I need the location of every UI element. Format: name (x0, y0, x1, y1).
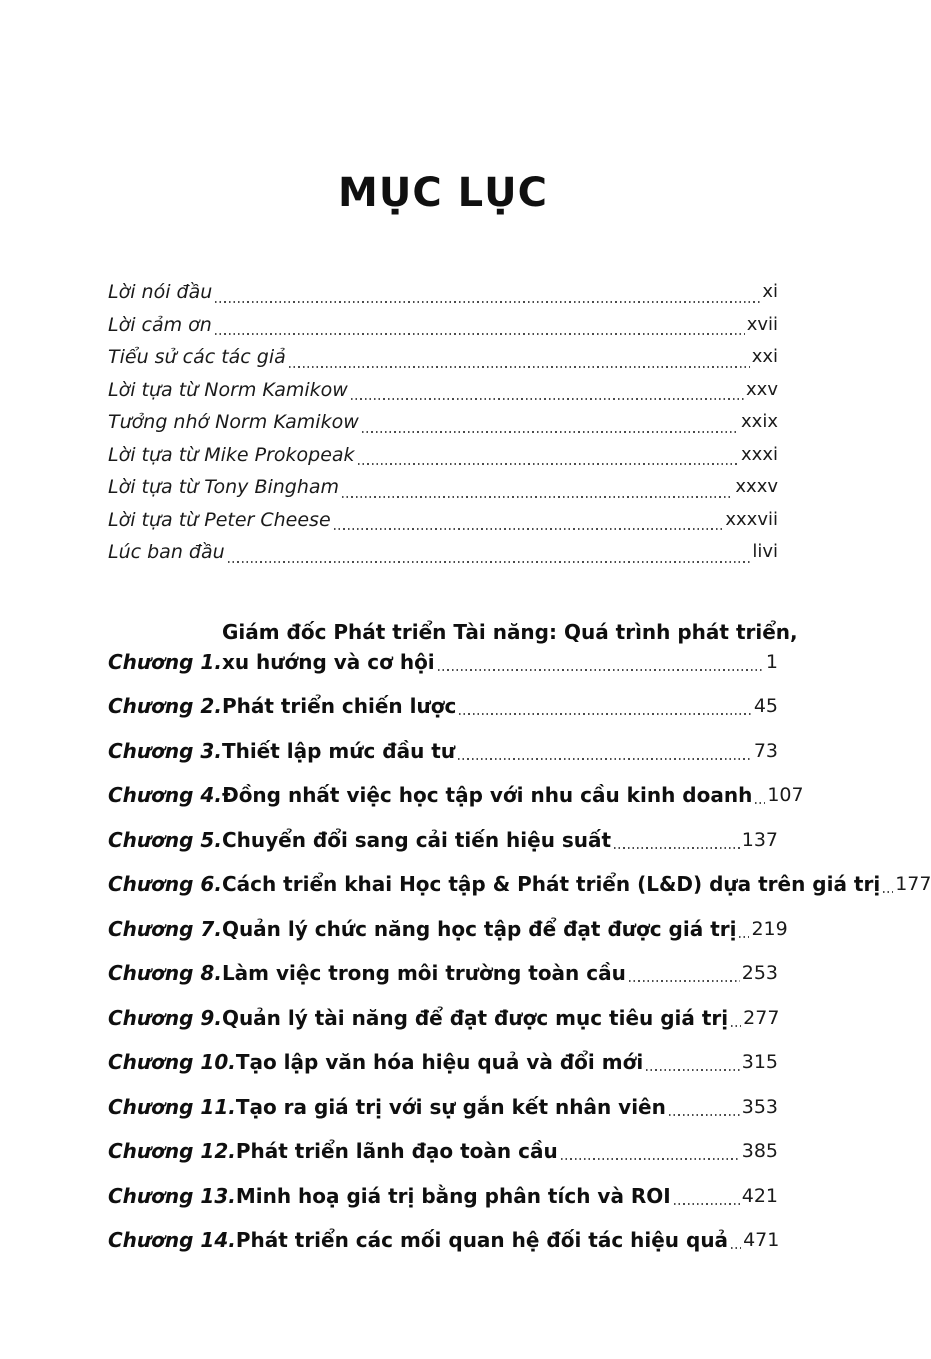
dot-leader (629, 980, 740, 982)
entry-label: Lời tựa từ Tony Bingham (108, 476, 340, 498)
dot-leader (459, 713, 752, 715)
toc-entry-chapter (108, 958, 778, 988)
toc-entry (108, 439, 778, 472)
dot-leader (215, 301, 760, 303)
chapter-number: Chương 9. (108, 1005, 222, 1030)
toc-entry-chapter (108, 691, 778, 721)
dot-leader (289, 366, 750, 368)
chapter-title: Cách triển khai Học tập & Phát triển (L&D) dựa trên giá trị (221, 872, 881, 896)
chapter-title: Phát triển lãnh đạo toàn cầu (235, 1139, 558, 1163)
toc-entry-chapter (108, 1092, 778, 1122)
toc-entry-chapter (108, 1181, 778, 1211)
chapter-title-line2: xu hướng và cơ hội (221, 649, 435, 674)
page-number: xxxi (741, 443, 778, 465)
chapter-number: Chương 8. (108, 961, 222, 985)
toc-entry (108, 536, 778, 569)
chapter-title: Thiết lập mức đầu tư (221, 738, 456, 763)
dot-leader (755, 802, 765, 804)
toc-entry (108, 504, 778, 537)
entry-label: Lời cảm ơn (108, 313, 212, 336)
toc-entry-chapter (108, 617, 798, 677)
toc-entry-chapter (108, 780, 804, 810)
page-number: 1 (765, 650, 778, 673)
dot-leader (358, 463, 739, 465)
chapter-title-line1: Giám đốc Phát triển Tài năng: Quá trình phát triển, (221, 619, 798, 644)
chapter-number: Chương 4. (108, 783, 222, 807)
chapters-section (108, 617, 931, 1256)
chapter-number: Chương 6. (108, 872, 222, 896)
toc-entry-chapter (108, 1047, 778, 1077)
page-number: livi (752, 541, 778, 562)
page-number: 107 (767, 784, 804, 806)
chapter-number: Chương 10. (108, 1050, 236, 1074)
chapter-title: Phát triển chiến lược (221, 694, 457, 718)
chapter-number: Chương 1. (108, 649, 222, 674)
page-number: xxv (746, 378, 778, 400)
entry-label: Tiểu sử các tác giả (108, 346, 286, 368)
chapter-title: Đồng nhất việc học tập với nhu cầu kinh doanh (221, 783, 753, 807)
toc-entry-chapter (108, 825, 778, 855)
dot-leader (731, 1025, 741, 1027)
dot-leader (739, 936, 749, 938)
chapter-number: Chương 11. (108, 1094, 236, 1119)
dot-leader (228, 561, 751, 563)
dot-leader (731, 1247, 741, 1249)
page-number: xxxvii (725, 508, 778, 530)
toc-entry-chapter (108, 736, 778, 766)
chapter-title: Tạo lập văn hóa hiệu quả và đổi mới (235, 1050, 644, 1074)
chapter-number: Chương 12. (108, 1139, 236, 1163)
chapter-title: Quản lý tài năng để đạt được mục tiêu giá trị (221, 1005, 729, 1030)
dot-leader (883, 891, 893, 893)
dot-leader (614, 847, 740, 849)
dot-leader (561, 1158, 740, 1160)
chapter-number: Chương 5. (108, 827, 222, 852)
page-number: 471 (743, 1229, 780, 1251)
dot-leader (669, 1114, 740, 1116)
dot-leader (342, 496, 733, 498)
chapter-title-line2-row (222, 647, 778, 677)
entry-label: Lời tựa từ Norm Kamikow (108, 378, 348, 401)
page-number: 137 (741, 828, 778, 851)
page-number: 253 (741, 962, 778, 984)
page-number: xxxv (735, 476, 778, 497)
toc-entry-chapter (108, 1003, 778, 1033)
chapter-title: Chuyển đổi sang cải tiến hiệu suất (221, 827, 612, 852)
dot-leader (351, 398, 744, 400)
chapter-title: Làm việc trong môi trường toàn cầu (221, 961, 626, 985)
page-title: MỤC LỤC (338, 170, 548, 216)
entry-label: Lời nói đầu (108, 281, 213, 303)
page-number: xi (762, 281, 778, 302)
toc-entry (108, 341, 778, 374)
chapter-number: Chương 13. (108, 1183, 236, 1208)
dot-leader (334, 528, 724, 530)
dot-leader (438, 669, 764, 671)
page-number: 277 (743, 1006, 780, 1029)
toc-entry (108, 309, 778, 342)
page-number: 315 (741, 1051, 778, 1073)
toc-entry-chapter (108, 1136, 778, 1166)
page-number: xxi (751, 346, 778, 367)
toc-entry (108, 406, 778, 439)
toc-entry (108, 276, 778, 309)
page-number: 73 (753, 739, 778, 762)
entry-label: Lúc ban đầu (108, 541, 225, 563)
chapter-title: Quản lý chức năng học tập để đạt được giá trị (221, 916, 737, 941)
page-number: 385 (741, 1140, 778, 1162)
chapter-title: Minh hoạ giá trị bằng phân tích và ROI (235, 1183, 671, 1208)
chapter-number: Chương 2. (108, 694, 222, 718)
page-number: 45 (753, 695, 778, 717)
front-matter-section (108, 276, 778, 569)
page-number: 219 (751, 917, 788, 940)
entry-label: Tưởng nhớ Norm Kamikow (108, 411, 359, 433)
entry-label: Lời tựa từ Mike Prokopeak (108, 443, 355, 466)
toc-entry-chapter (108, 1225, 778, 1255)
toc-entry (108, 471, 778, 504)
page-number: xvii (746, 313, 778, 335)
page-number: 177 (895, 873, 931, 895)
dot-leader (458, 758, 752, 760)
chapter-title: Phát triển các mối quan hệ đối tác hiệu quả (235, 1228, 729, 1252)
toc-entry-chapter (108, 869, 931, 899)
toc-entry-chapter (108, 914, 788, 944)
dot-leader (674, 1203, 740, 1205)
chapter-number: Chương 7. (108, 916, 222, 941)
chapter-number: Chương 3. (108, 738, 222, 763)
chapter-title-block (221, 617, 798, 677)
page-number: 353 (741, 1095, 778, 1118)
page-number: xxix (741, 411, 778, 432)
dot-leader (215, 333, 745, 335)
chapter-number: Chương 14. (108, 1228, 236, 1252)
dot-leader (646, 1069, 740, 1071)
entry-label: Lời tựa từ Peter Cheese (108, 508, 331, 531)
chapter-title: Tạo ra giá trị với sự gắn kết nhân viên (235, 1094, 666, 1119)
toc-entry (108, 374, 778, 407)
page-number: 421 (741, 1184, 778, 1207)
dot-leader (362, 431, 739, 433)
